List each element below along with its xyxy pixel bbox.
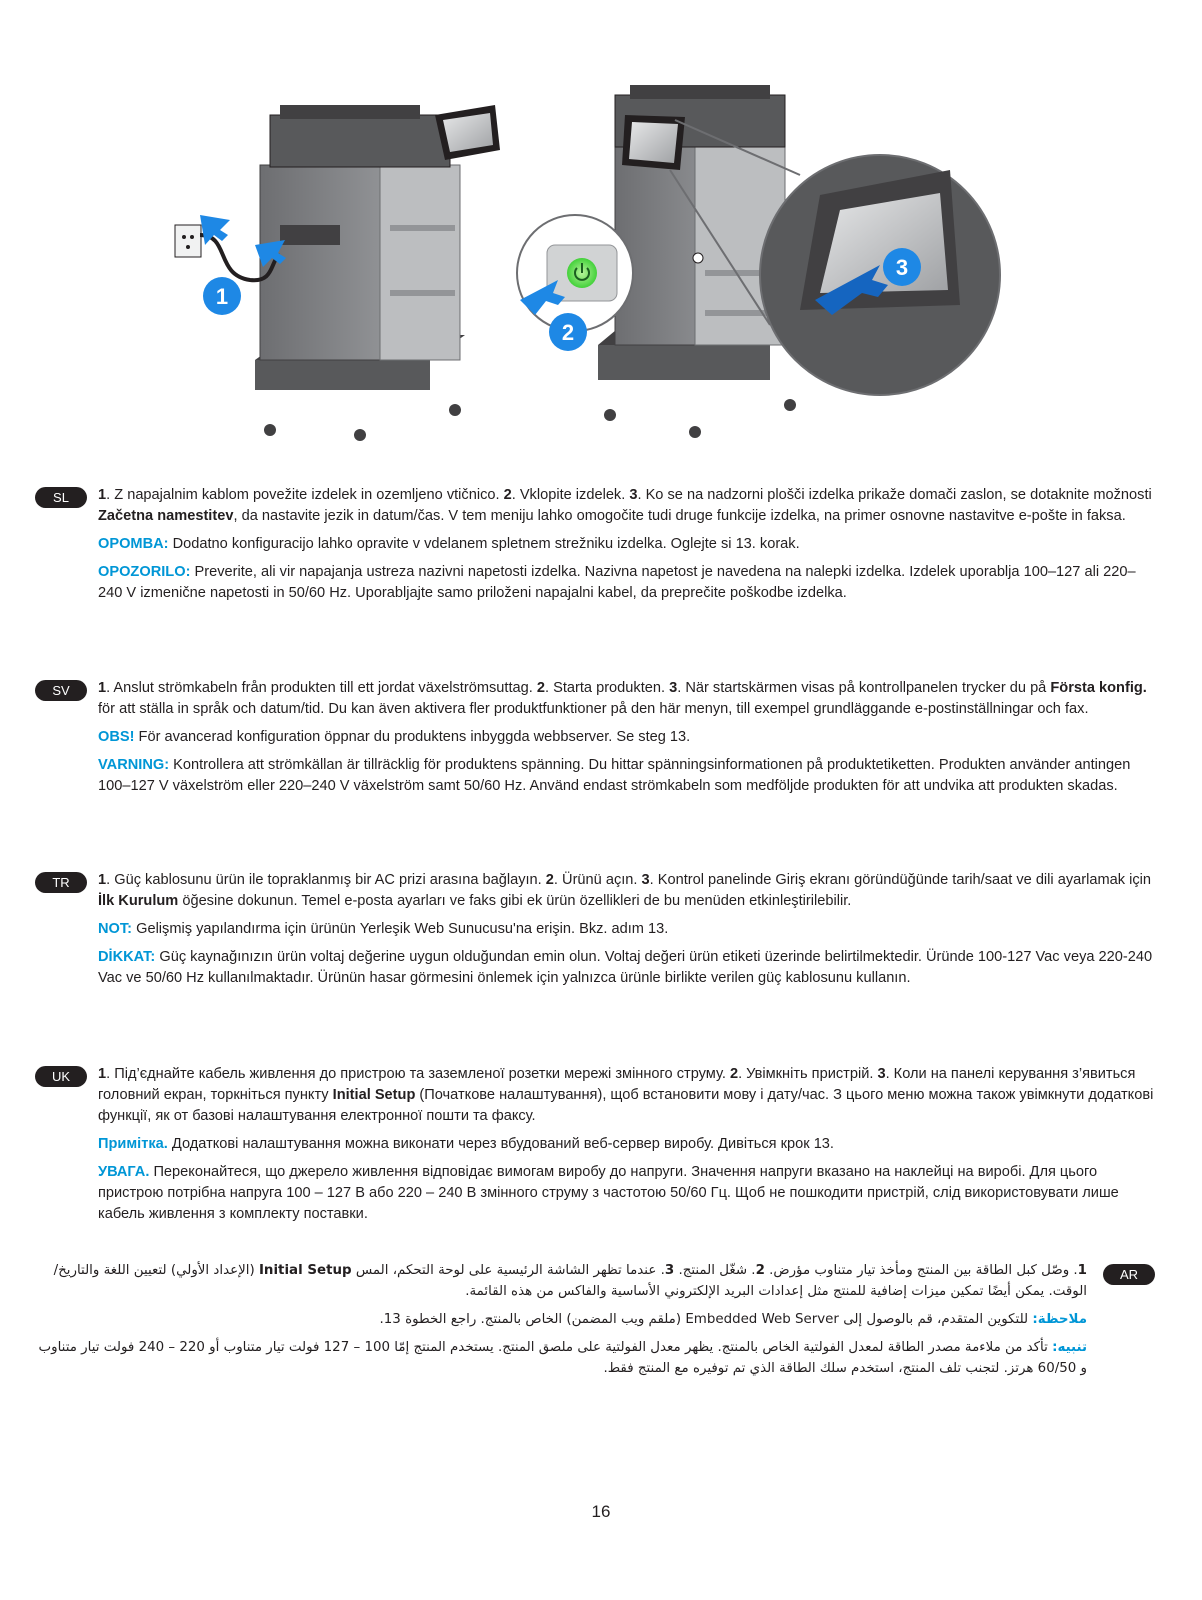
warning-paragraph: OPOZORILO: Preverite, ali vir napajanja ustreza nazivni napetosti izdelka. Nazivna napetost je navedena na nalepki izdelka. Izdelek uporablja 100–127 ali 220–240 V izmenične napetosti in 50/60 Hz. Uporabljajte samo priloženi napajalni kabel, da preprečite poškodbe izdelka.	[98, 564, 1136, 601]
section-uk	[35, 1064, 1155, 1232]
power-button-zoom	[517, 215, 633, 331]
warning-paragraph: VARNING: Kontrollera att strömkällan är tillräcklig för produktens spänning. Du hittar spänningsinformationen på produktetiketten. Produkten använder antingen 100–127 V växelström eller 220–240 V växelström samt 50/60 Hz. Använd endast strömkabeln som medföljde produkten för att undvika att produkten skadas.	[98, 757, 1131, 794]
callout-2-label: 2	[561, 320, 575, 345]
callout-2	[549, 313, 587, 351]
language-badge: AR	[1103, 1264, 1155, 1285]
warning-paragraph: DİKKAT: Güç kaynağınızın ürün voltaj değerine uygun olduğundan emin olun. Voltaj değeri ürün etiketi üzerinde belirtilmektedir. Üründe 100-127 Vac veya 220-240 Vac ve 50/60 Hz kullanılmaktadır. Ürünün hasar görmesini önlemek için yalnızca ürünle birlikte verilen güç kablosunu kullanın.	[98, 949, 1153, 986]
language-badge: TR	[35, 872, 87, 893]
language-badge: SL	[35, 487, 87, 508]
printer-setup-illustration	[160, 75, 1020, 455]
section-tr	[35, 870, 1155, 996]
step-paragraph: 1. Anslut strömkabeln från produkten till ett jordat växelströmsuttag. 2. Starta produkten. 3. När startskärmen visas på kontrollpanelen trycker du på Första konfig. för att ställa in språk och datum/tid. Du kan även aktivera fler produktfunktioner på den här menyn, till exempel grundläggande e-postinställningar och fax.	[98, 680, 1147, 717]
callout-3	[883, 248, 921, 286]
callout-1	[203, 277, 241, 315]
step-paragraph: 1. وصّل كبل الطاقة بين المنتج ومأخذ تيار متناوب مؤرض. 2. شغّل المنتج. 3. عندما تظهر الشاشة الرئيسية على لوحة التحكم، المس Initial Setup (الإعداد الأولي) لتعيين اللغة والتاريخ/الوقت. يمكن أيضًا تمكين ميزات إضافية للمنتج مثل إعدادات البريد الإلكتروني الأساسية والفاكس من هذه القائمة.	[53, 1263, 1087, 1299]
section-sv	[35, 678, 1155, 804]
step-paragraph: 1. Güç kablosunu ürün ile topraklanmış bir AC prizi arasına bağlayın. 2. Ürünü açın. 3. Kontrol panelinde Giriş ekranı göründüğünde tarih/saat ve dili ayarlamak için İlk Kurulum öğesine dokunun. Temel e-posta ayarları ve faks gibi ek ürün özellikleri de bu menüden etkinleştirilebilir.	[98, 872, 1151, 909]
language-badge: SV	[35, 680, 87, 701]
note-paragraph: OPOMBA: Dodatno konfiguracijo lahko opravite v vdelanem spletnem strežniku izdelka. Oglejte si 13. korak.	[98, 536, 800, 552]
printer-left	[255, 105, 500, 441]
language-badge: UK	[35, 1066, 87, 1087]
step-paragraph: 1. Z napajalnim kablom povežite izdelek in ozemljeno vtičnico. 2. Vklopite izdelek. 3. Ko se na nadzorni plošči izdelka prikaže domači zaslon, se dotaknite možnosti Začetna namestitev, da nastavite jezik in datum/čas. V tem meniju lahko omogočite tudi druge funkcije izdelka, na primer osnovne nastavitve e-pošte in faksa.	[98, 487, 1152, 524]
section-ar	[35, 1260, 1155, 1386]
step-paragraph: 1. Під’єднайте кабель живлення до пристрою та заземленої розетки мережі змінного струму. 2. Увімкніть пристрій. 3. Коли на панелі керування з’явиться головний екран, торкніться пункту Initial Setup (Початкове налаштування), щоб встановити мову і дату/час. З цього меню можна також увімкнути додаткові функції, як от базові налаштування електронної пошти та факсу.	[98, 1066, 1154, 1124]
callout-1-label: 1	[215, 284, 229, 309]
page-number: 16	[591, 1502, 611, 1521]
note-paragraph: OBS! För avancerad konfiguration öppnar du produktens inbyggda webbserver. Se steg 13.	[98, 729, 691, 745]
note-paragraph: NOT: Gelişmiş yapılandırma için ürünün Yerleşik Web Sunucusu'na erişin. Bkz. adım 13.	[98, 921, 669, 937]
note-paragraph: Примітка. Додаткові налаштування можна виконати через вбудований веб-сервер виробу. Дивіться крок 13.	[98, 1136, 834, 1152]
section-sl	[35, 485, 1155, 611]
callout-3-label: 3	[895, 255, 909, 280]
power-outlet-icon	[175, 225, 201, 257]
touchscreen-zoom	[760, 155, 1000, 395]
warning-paragraph: УВАГА. Переконайтеся, що джерело живлення відповідає вимогам виробу до напруги. Значення напруги вказано на наклейці на виробі. Для цього пристрою потрібна напруга 100 – 127 В або 220 – 240 В змінного струму з частотою 50/60 Гц. Щоб не пошкодити пристрій, слід використовувати лише кабель живлення з комплекту поставки.	[98, 1164, 1119, 1222]
warning-paragraph: تنبيه: تأكد من ملاءمة مصدر الطاقة لمعدل الفولتية الخاص بالمنتج. يظهر معدل الفولتية على ملصق المنتج. يستخدم المنتج إمّا 100 – 127 فولت تيار متناوب أو 220 – 240 فولت تيار متناوب و 60/50 هرتز. لتجنب تلف المنتج، استخدم سلك الطاقة الذي تم توفيره مع المنتج فقط.	[38, 1340, 1087, 1376]
note-paragraph: ملاحظة: للتكوين المتقدم، قم بالوصول إلى Embedded Web Server (ملقم ويب المضمن) الخاص بالمنتج. راجع الخطوة 13.	[379, 1312, 1087, 1327]
